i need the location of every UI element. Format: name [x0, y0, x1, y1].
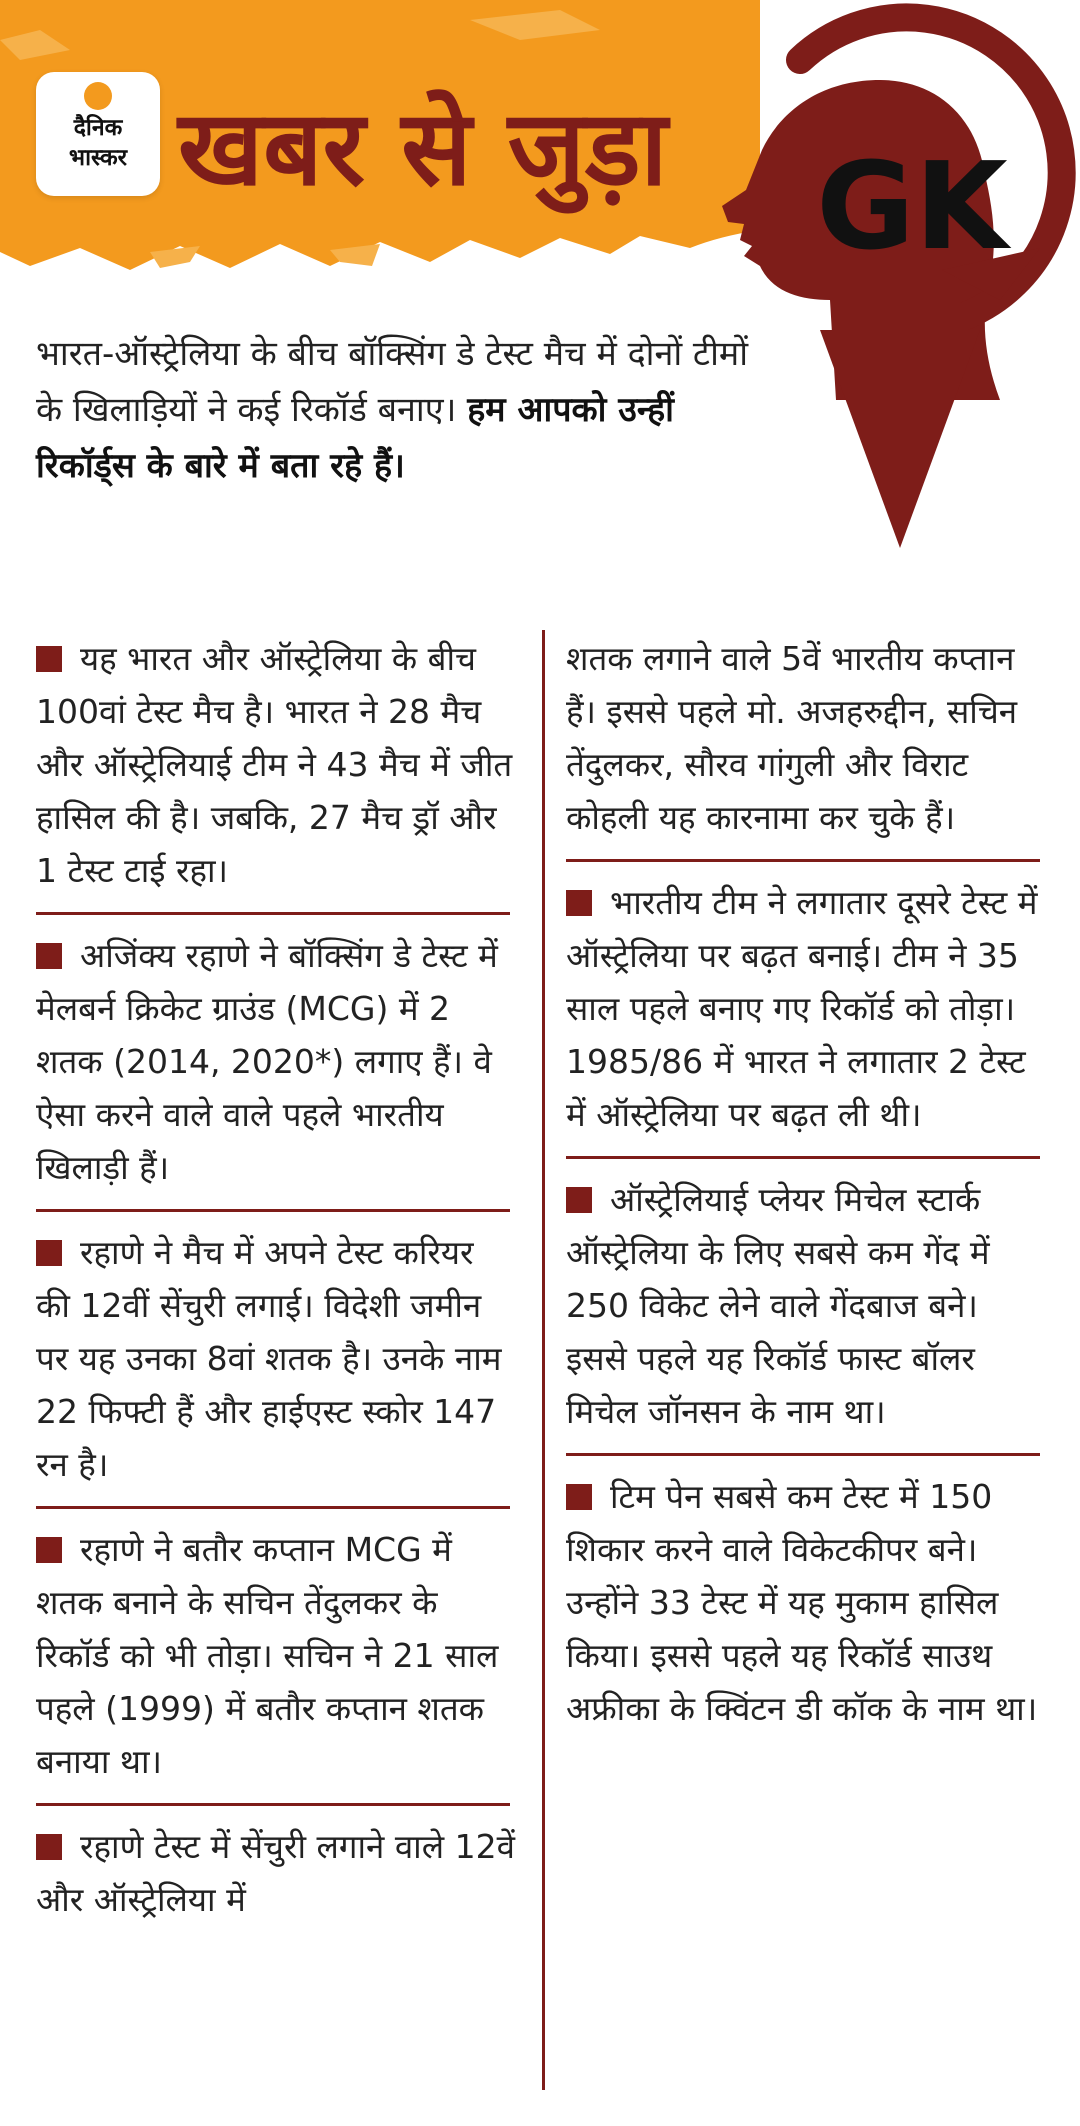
item-text: भारतीय टीम ने लगातार दूसरे टेस्ट में ऑस्ट्रेलिया पर बढ़त बनाई। टीम ने 35 साल पहले बनाए गए रिकॉर्ड को तोड़ा। 1985/86 में भारत ने लगातार 2 टेस्ट में ऑस्ट्रेलिया पर बढ़त ली थी।	[566, 883, 1038, 1134]
item-text: रहाणे ने मैच में अपने टेस्ट करियर की 12वीं सेंचुरी लगाई। विदेशी जमीन पर यह उनका 8वां शतक है। उनके नाम 22 फिफ्टी हैं और हाईएस्ट स्कोर 147 रन है।	[36, 1233, 502, 1484]
left-column	[36, 618, 516, 1944]
column-divider	[542, 630, 545, 2090]
item-text: रहाणे टेस्ट में सेंचुरी लगाने वाले 12वें और ऑस्ट्रेलिया में	[36, 1827, 515, 1919]
item-text: टिम पेन सबसे कम टेस्ट में 150 शिकार करने वाले विकेटकीपर बने। उन्होंने 33 टेस्ट में यह मुकाम हासिल किया। इससे पहले यह रिकॉर्ड साउथ अफ्रीका के क्विंटन डी कॉक के नाम था।	[566, 1477, 1038, 1728]
item-text: रहाणे ने बतौर कप्तान MCG में शतक बनाने के सचिन तेंदुलकर के रिकॉर्ड को भी तोड़ा। सचिन ने 21 साल पहले (1999) में बतौर कप्तान शतक बनाया था।	[36, 1530, 499, 1781]
square-bullet-icon	[36, 646, 62, 672]
logo-text-line2: भास्कर	[68, 145, 128, 171]
page-title: खबर से जुड़ा	[178, 87, 668, 209]
item-text: अजिंक्य रहाणे ने बॉक्सिंग डे टेस्ट में मेलबर्न क्रिकेट ग्राउंड (MCG) में 2 शतक (2014, 2020*) लगाए हैं। वे ऐसा करने वाले वाले पहले भारतीय खिलाड़ी हैं।	[36, 936, 498, 1187]
square-bullet-icon	[36, 1537, 62, 1563]
list-item	[36, 1212, 516, 1509]
item-text: यह भारत और ऑस्ट्रेलिया के बीच 100वां टेस्ट मैच है। भारत ने 28 मैच और ऑस्ट्रेलियाई टीम ने 43 मैच में जीत हासिल की है। जबकि, 27 मैच ड्रॉ और 1 टेस्ट टाई रहा।	[36, 639, 513, 890]
item-text: ऑस्ट्रेलियाई प्लेयर मिचेल स्टार्क ऑस्ट्रेलिया के लिए सबसे कम गेंद में 250 विकेट लेने वाले गेंदबाज बने। इससे पहले यह रिकॉर्ड फास्ट बॉलर मिचेल जॉनसन के नाम था।	[566, 1180, 990, 1431]
list-item	[36, 1806, 516, 1944]
right-column	[566, 618, 1046, 1753]
list-item	[36, 1509, 516, 1806]
square-bullet-icon	[36, 943, 62, 969]
list-item	[566, 1159, 1046, 1456]
list-item	[566, 862, 1046, 1159]
square-bullet-icon	[566, 1484, 592, 1510]
square-bullet-icon	[566, 890, 592, 916]
intro-paragraph	[36, 326, 776, 494]
list-item	[566, 1456, 1046, 1753]
intro-bold-text: हम आपको उन्हीं रिकॉर्ड्स के बारे में बता रहे हैं।	[36, 390, 674, 486]
item-text: शतक लगाने वाले 5वें भारतीय कप्तान हैं। इससे पहले मो. अजहरुद्दीन, सचिन तेंदुलकर, सौरव गांगुली और विराट कोहली यह कारनामा कर चुके हैं।	[566, 639, 1018, 837]
list-item	[566, 618, 1046, 862]
logo-text-line1: दैनिक	[73, 115, 123, 141]
square-bullet-icon	[566, 1187, 592, 1213]
list-item	[36, 618, 516, 915]
gk-badge: GK	[816, 138, 1008, 277]
square-bullet-icon	[36, 1240, 62, 1266]
intro-text: भारत-ऑस्ट्रेलिया के बीच बॉक्सिंग डे टेस्ट मैच में दोनों टीमों के खिलाड़ियों ने कई रिकॉर्ड बनाए।	[36, 334, 749, 430]
square-bullet-icon	[36, 1834, 62, 1860]
list-item	[36, 915, 516, 1212]
